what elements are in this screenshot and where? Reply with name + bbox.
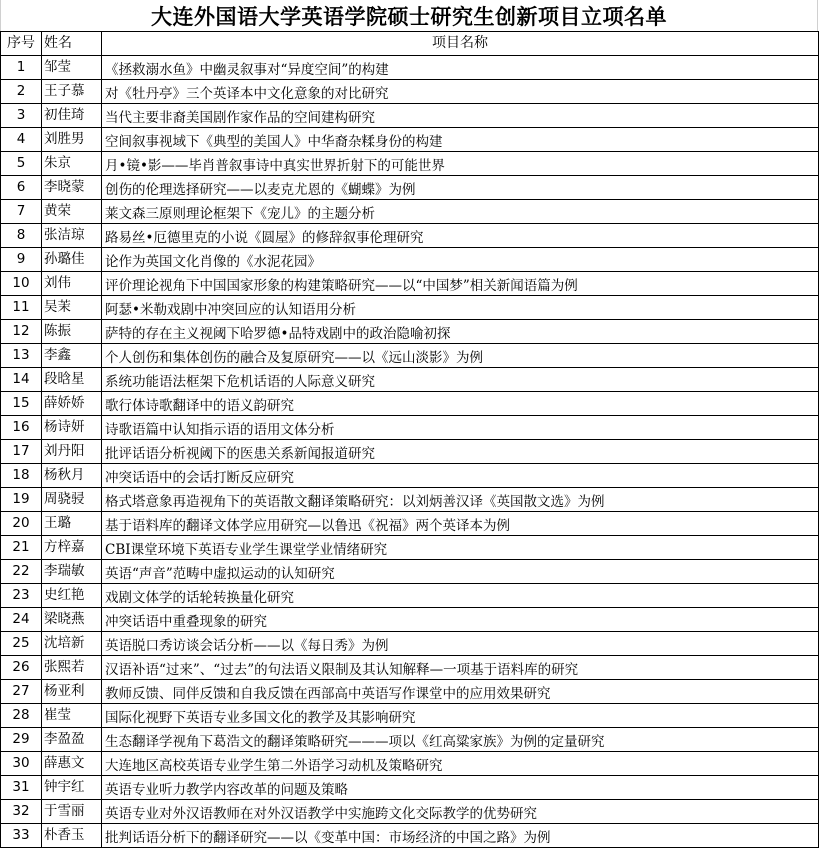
- project-title-cell[interactable]: [102, 680, 819, 704]
- row-number-cell[interactable]: 33: [1, 824, 42, 848]
- project-title-text: 基于语料库的翻译文体学应用研究—以鲁迅《祝福》两个英译本为例: [105, 518, 510, 534]
- project-title-text: 冲突话语中的会话打断反应研究: [105, 470, 294, 486]
- row-number-cell[interactable]: 4: [1, 128, 42, 152]
- table-row: [1, 704, 819, 728]
- row-number-cell[interactable]: 18: [1, 464, 42, 488]
- table-row: [1, 248, 819, 272]
- student-name-cell[interactable]: 李晓蒙: [42, 176, 102, 200]
- student-name-cell[interactable]: 李盈盈: [42, 728, 102, 752]
- row-number-cell[interactable]: 21: [1, 536, 42, 560]
- student-name-cell[interactable]: 杨秋月: [42, 464, 102, 488]
- row-number-cell[interactable]: 15: [1, 392, 42, 416]
- student-name-cell[interactable]: 王子慕: [42, 80, 102, 104]
- project-title-cell[interactable]: [102, 272, 819, 296]
- row-number-cell[interactable]: 6: [1, 176, 42, 200]
- project-title-cell[interactable]: [102, 104, 819, 128]
- project-title-text: 格式塔意象再造视角下的英语散文翻译策略研究：以刘炳善汉译《英国散文选》为例: [105, 494, 605, 510]
- project-title-text: 阿瑟•米勒戏剧中冲突回应的认知语用分析: [105, 302, 356, 318]
- row-number-cell[interactable]: 7: [1, 200, 42, 224]
- student-name-cell[interactable]: 李瑞敏: [42, 560, 102, 584]
- table-row: [1, 104, 819, 128]
- student-name-cell[interactable]: 钟宇红: [42, 776, 102, 800]
- page-title: 大连外国语大学英语学院硕士研究生创新项目立项名单: [151, 3, 667, 29]
- project-title-text: CBI课堂环境下英语专业学生课堂学业情绪研究: [105, 542, 388, 558]
- student-name-cell[interactable]: 初佳琦: [42, 104, 102, 128]
- project-title-cell[interactable]: [102, 608, 819, 632]
- row-number-cell[interactable]: 5: [1, 152, 42, 176]
- student-name-cell[interactable]: 孙璐佳: [42, 248, 102, 272]
- table-row: [1, 728, 819, 752]
- row-number-cell[interactable]: 29: [1, 728, 42, 752]
- student-name-cell[interactable]: 刘伟: [42, 272, 102, 296]
- project-title-cell[interactable]: [102, 560, 819, 584]
- project-title-cell[interactable]: [102, 416, 819, 440]
- header-row: [1, 32, 819, 56]
- project-title-cell[interactable]: [102, 344, 819, 368]
- project-title-cell[interactable]: [102, 320, 819, 344]
- project-title-text: 个人创伤和集体创伤的融合及复原研究——以《远山淡影》为例: [105, 350, 483, 366]
- project-title-text: 教师反馈、同伴反馈和自我反馈在西部高中英语写作课堂中的应用效果研究: [105, 686, 551, 702]
- table-row: [1, 776, 819, 800]
- project-title-text: 创伤的伦理选择研究——以麦克尤恩的《蝴蝶》为例: [105, 182, 416, 198]
- table-row: [1, 680, 819, 704]
- table-row: [1, 800, 819, 824]
- row-number-cell[interactable]: 23: [1, 584, 42, 608]
- table-row: [1, 200, 819, 224]
- student-name-cell[interactable]: 杨亚利: [42, 680, 102, 704]
- project-title-cell[interactable]: [102, 632, 819, 656]
- project-title-text: 《拯救溺水鱼》中幽灵叙事对“异度空间”的构建: [105, 62, 389, 78]
- project-title-text: 歌行体诗歌翻译中的语义韵研究: [105, 398, 294, 414]
- project-title-cell[interactable]: [102, 200, 819, 224]
- project-title-cell[interactable]: [102, 224, 819, 248]
- row-number-cell[interactable]: 3: [1, 104, 42, 128]
- project-title-text: 英语“声音”范畴中虚拟运动的认知研究: [105, 566, 335, 582]
- row-number-cell[interactable]: 19: [1, 488, 42, 512]
- student-name-cell[interactable]: 梁晓燕: [42, 608, 102, 632]
- table-row: [1, 464, 819, 488]
- project-title-text: 诗歌语篇中认知指示语的语用文体分析: [105, 422, 335, 438]
- student-name-cell[interactable]: 崔莹: [42, 704, 102, 728]
- table-row: [1, 824, 819, 848]
- student-name-cell[interactable]: 薛惠文: [42, 752, 102, 776]
- project-title-cell[interactable]: [102, 656, 819, 680]
- student-name-cell[interactable]: 朱京: [42, 152, 102, 176]
- project-title-cell[interactable]: [102, 80, 819, 104]
- row-number-cell[interactable]: 11: [1, 296, 42, 320]
- project-title-text: 论作为英国文化肖像的《水泥花园》: [105, 254, 321, 270]
- row-number-cell[interactable]: 24: [1, 608, 42, 632]
- row-number-cell[interactable]: 20: [1, 512, 42, 536]
- row-number-cell[interactable]: 32: [1, 800, 42, 824]
- student-name-cell[interactable]: 王璐: [42, 512, 102, 536]
- table-row: [1, 392, 819, 416]
- row-number-cell[interactable]: 26: [1, 656, 42, 680]
- row-number-cell[interactable]: 12: [1, 320, 42, 344]
- project-title-text: 对《牡丹亭》三个英译本中文化意象的对比研究: [105, 86, 389, 102]
- table-row: [1, 272, 819, 296]
- header-project[interactable]: 项目名称: [102, 32, 819, 56]
- project-title-cell[interactable]: [102, 824, 819, 848]
- project-title-cell[interactable]: [102, 128, 819, 152]
- student-name-cell[interactable]: 史红艳: [42, 584, 102, 608]
- student-name-cell[interactable]: 段晗星: [42, 368, 102, 392]
- row-number-cell[interactable]: 22: [1, 560, 42, 584]
- row-number-cell[interactable]: 28: [1, 704, 42, 728]
- project-title-text: 月•镜•影——毕肖普叙事诗中真实世界折射下的可能世界: [105, 158, 445, 174]
- student-name-cell[interactable]: 陈振: [42, 320, 102, 344]
- project-title-cell[interactable]: [102, 584, 819, 608]
- table-row: [1, 416, 819, 440]
- table-row: [1, 128, 819, 152]
- row-number-cell[interactable]: 10: [1, 272, 42, 296]
- project-title-cell[interactable]: [102, 800, 819, 824]
- project-title-cell[interactable]: [102, 728, 819, 752]
- project-title-text: 空间叙事视域下《典型的美国人》中华裔杂糅身份的构建: [105, 134, 443, 150]
- project-title-cell[interactable]: [102, 296, 819, 320]
- row-number-cell[interactable]: 1: [1, 56, 42, 80]
- student-name-cell[interactable]: 周骁骎: [42, 488, 102, 512]
- project-title-cell[interactable]: [102, 176, 819, 200]
- row-number-cell[interactable]: 27: [1, 680, 42, 704]
- student-name-cell[interactable]: 朴香玉: [42, 824, 102, 848]
- project-title-text: 系统功能语法框架下危机话语的人际意义研究: [105, 374, 375, 390]
- student-name-cell[interactable]: 李鑫: [42, 344, 102, 368]
- table-row: [1, 368, 819, 392]
- table-row: [1, 752, 819, 776]
- student-name-cell[interactable]: 薛娇娇: [42, 392, 102, 416]
- project-title-cell[interactable]: [102, 512, 819, 536]
- header-num[interactable]: 序号: [1, 32, 42, 56]
- table-body: [1, 32, 819, 848]
- project-title-text: 批评话语分析视阈下的医患关系新闻报道研究: [105, 446, 375, 462]
- project-title-cell[interactable]: [102, 368, 819, 392]
- project-title-cell[interactable]: [102, 152, 819, 176]
- table-row: [1, 152, 819, 176]
- project-title-text: 批判话语分析下的翻译研究——以《变革中国：市场经济的中国之路》为例: [105, 830, 551, 846]
- project-title-text: 萨特的存在主义视阈下哈罗德•品特戏剧中的政治隐喻初探: [105, 326, 451, 342]
- project-title-cell[interactable]: [102, 248, 819, 272]
- project-title-text: 国际化视野下英语专业多国文化的教学及其影响研究: [105, 710, 416, 726]
- student-name-cell[interactable]: 刘丹阳: [42, 440, 102, 464]
- student-name-cell[interactable]: 方梓嘉: [42, 536, 102, 560]
- title-row: [0, 0, 818, 31]
- project-title-text: 汉语补语“过来”、“过去”的句法语义限制及其认知解释—一项基于语料库的研究: [105, 662, 579, 678]
- project-title-cell[interactable]: [102, 752, 819, 776]
- project-title-text: 英语脱口秀访谈会话分析——以《每日秀》为例: [105, 638, 389, 654]
- project-title-cell[interactable]: [102, 464, 819, 488]
- header-name[interactable]: 姓名: [42, 32, 102, 56]
- student-name-cell[interactable]: 吴茉: [42, 296, 102, 320]
- row-number-cell[interactable]: 17: [1, 440, 42, 464]
- table-row: [1, 608, 819, 632]
- project-table: [0, 31, 819, 848]
- student-name-cell[interactable]: 邹莹: [42, 56, 102, 80]
- project-title-text: 大连地区高校英语专业学生第二外语学习动机及策略研究: [105, 758, 443, 774]
- project-title-text: 英语专业听力教学内容改革的问题及策略: [105, 782, 348, 798]
- student-name-cell[interactable]: 张熙若: [42, 656, 102, 680]
- row-number-cell[interactable]: 31: [1, 776, 42, 800]
- project-title-cell[interactable]: [102, 536, 819, 560]
- table-row: [1, 560, 819, 584]
- table-row: [1, 512, 819, 536]
- row-number-cell[interactable]: 16: [1, 416, 42, 440]
- project-title-text: 生态翻译学视角下葛浩文的翻译策略研究———项以《红高粱家族》为例的定量研究: [105, 734, 605, 750]
- project-title-cell[interactable]: [102, 776, 819, 800]
- row-number-cell[interactable]: 8: [1, 224, 42, 248]
- table-row: [1, 632, 819, 656]
- table-row: [1, 176, 819, 200]
- row-number-cell[interactable]: 30: [1, 752, 42, 776]
- row-number-cell[interactable]: 2: [1, 80, 42, 104]
- project-title-text: 路易丝•厄德里克的小说《圆屋》的修辞叙事伦理研究: [105, 230, 424, 246]
- table-row: [1, 296, 819, 320]
- row-number-cell[interactable]: 25: [1, 632, 42, 656]
- project-title-text: 当代主要非裔美国剧作家作品的空间建构研究: [105, 110, 375, 126]
- student-name-cell[interactable]: 沈培新: [42, 632, 102, 656]
- student-name-cell[interactable]: 刘胜男: [42, 128, 102, 152]
- table-row: [1, 488, 819, 512]
- table-row: [1, 656, 819, 680]
- row-number-cell[interactable]: 14: [1, 368, 42, 392]
- table-row: [1, 320, 819, 344]
- table-row: [1, 56, 819, 80]
- row-number-cell[interactable]: 9: [1, 248, 42, 272]
- student-name-cell[interactable]: 黄荣: [42, 200, 102, 224]
- project-title-text: 冲突话语中重叠现象的研究: [105, 614, 267, 630]
- table-row: [1, 80, 819, 104]
- project-title-text: 戏剧文体学的话轮转换量化研究: [105, 590, 294, 606]
- project-title-text: 评价理论视角下中国国家形象的构建策略研究——以“中国梦”相关新闻语篇为例: [105, 278, 578, 294]
- table-row: [1, 440, 819, 464]
- student-name-cell[interactable]: 于雪丽: [42, 800, 102, 824]
- project-title-cell[interactable]: [102, 488, 819, 512]
- table-row: [1, 584, 819, 608]
- project-title-cell[interactable]: [102, 56, 819, 80]
- table-row: [1, 224, 819, 248]
- project-title-cell[interactable]: [102, 392, 819, 416]
- project-title-text: 英语专业对外汉语教师在对外汉语教学中实施跨文化交际教学的优势研究: [105, 806, 537, 822]
- project-title-cell[interactable]: [102, 440, 819, 464]
- student-name-cell[interactable]: 张洁琼: [42, 224, 102, 248]
- student-name-cell[interactable]: 杨诗妍: [42, 416, 102, 440]
- project-title-text: 莱文森三原则理论框架下《宠儿》的主题分析: [105, 206, 375, 222]
- project-title-cell[interactable]: [102, 704, 819, 728]
- table-row: [1, 344, 819, 368]
- row-number-cell[interactable]: 13: [1, 344, 42, 368]
- table-row: [1, 536, 819, 560]
